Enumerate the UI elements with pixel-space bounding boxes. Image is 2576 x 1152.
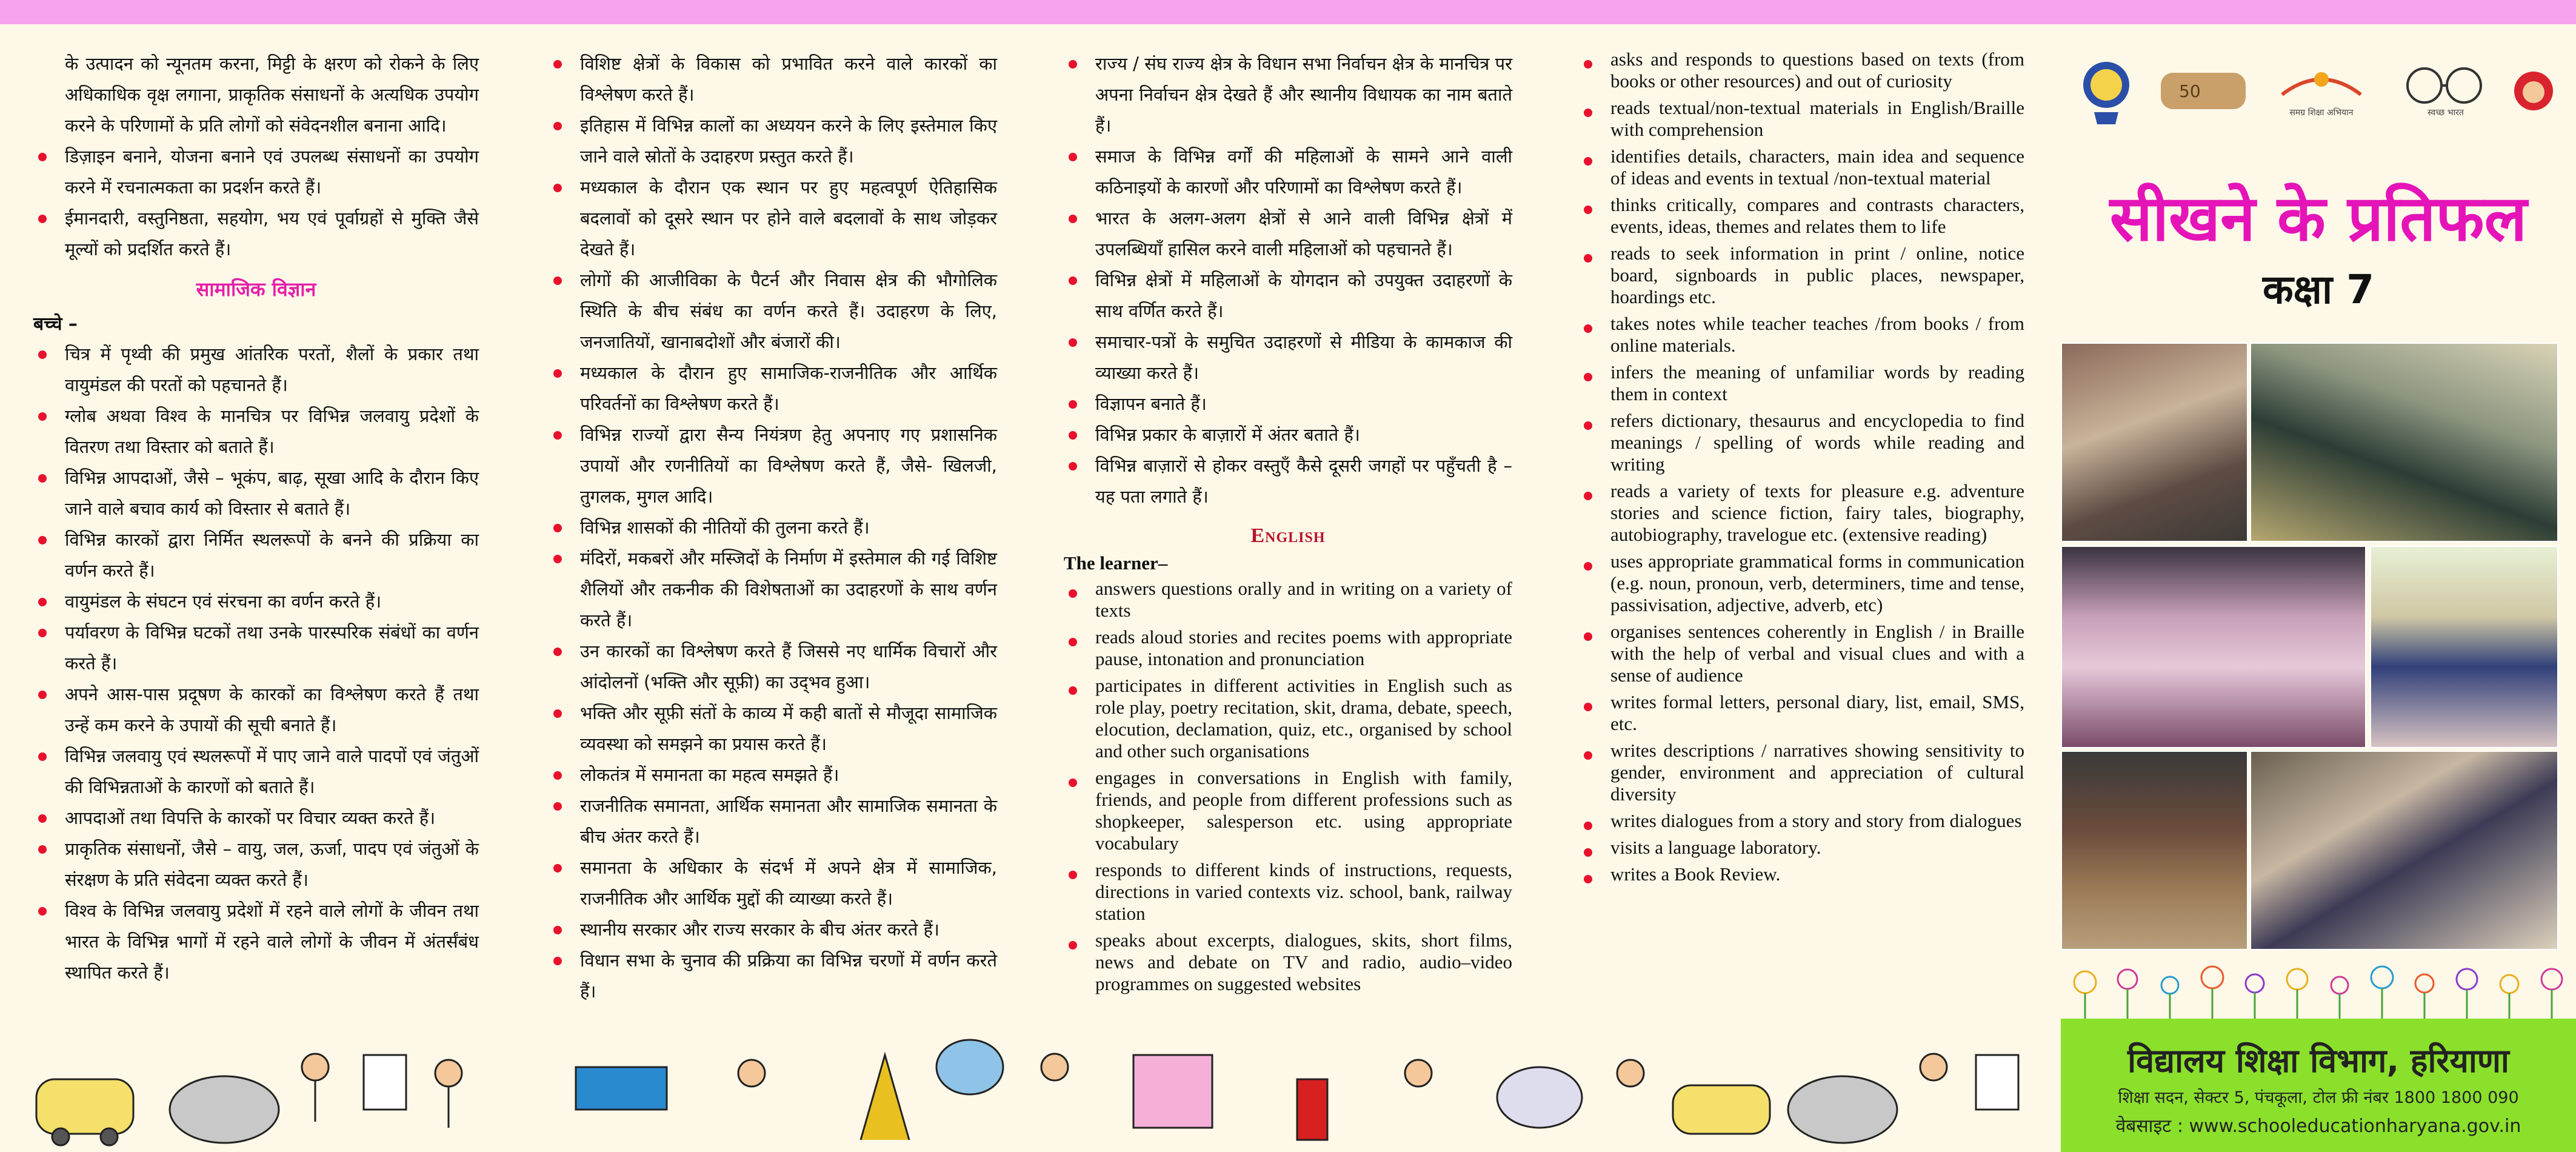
list-item: organises sentences coherently in English / in Braille with the help of verbal and visual clues and with a sense of audience [1579, 621, 2024, 686]
logo-caption: स्वच्छ भारत [2428, 107, 2464, 118]
list-item: विभिन्न प्रकार के बाज़ारों में अंतर बताते हैं। [1064, 420, 1512, 450]
list-item: लोगों की आजीविका के पैटर्न और निवास क्षेत्र की भौगोलिक स्थिति के बीच संबंध का वर्णन करते हैं। उदाहरण के लिए, जनजातियों, खानाबदोशों और बंजारों की। [549, 265, 997, 358]
section-title-social-science: सामाजिक विज्ञान [196, 278, 316, 301]
col1-top-list [33, 49, 479, 265]
footer-website-link[interactable]: वेबसाइट : www.schooleducationharyana.gov.in [2115, 1116, 2521, 1137]
photo-students-activity [2370, 546, 2558, 748]
flower-decoration [2061, 964, 2576, 1019]
list-item: asks and responds to questions based on texts (from books or other resources) and out of curiosity [1579, 49, 2024, 92]
list-item: के उत्पादन को न्यूनतम करना, मिट्टी के क्षरण को रोकने के लिए अधिकाधिक वृक्ष लगाना, प्राकृतिक संसाधनों के अत्यधिक उपयोग करने के परिणामों के प्रति लोगों को संवेदनशील बनाना आदि। [65, 53, 479, 136]
haryana-emblem-logo [2073, 49, 2140, 133]
list-item: speaks about excerpts, dialogues, skits, short films, news and debate on TV and radio, audio–video programmes on suggested websites [1064, 929, 1512, 995]
list-item: चित्र में पृथ्वी की प्रमुख आंतरिक परतों, शैलों के प्रकार तथा वायुमंडल की परतों को पहचानते हैं। [33, 339, 479, 401]
list-item: समानता के अधिकार के संदर्भ में अपने क्षेत्र में सामाजिक, राजनीतिक और आर्थिक मुद्दों की व्याख्या करते हैं। [549, 852, 997, 914]
footer-org-name: विद्यालय शिक्षा विभाग, हरियाणा [2127, 1042, 2509, 1080]
list-item: भारत के अलग-अलग क्षेत्रों से आने वाली विभिन्न क्षेत्रों में उपलब्धियाँ हासिल करने वाली महिलाओं को पहचानते हैं। [1064, 203, 1512, 265]
list-item: स्थानीय सरकार और राज्य सरकार के बीच अंतर करते हैं। [549, 914, 997, 945]
top-pink-bar [0, 0, 2576, 24]
list-item: डिज़ाइन बनाने, योजना बनाने एवं उपलब्ध संसाधनों का उपयोग करने में रचनात्मकता का प्रदर्शन करते हैं। [33, 141, 479, 203]
heritage-logo [2152, 49, 2255, 133]
list-item: विभिन्न जलवायु एवं स्थलरूपों में पाए जाने वाले पादपों एवं जंतुओं की विभिन्नताओं के कारणों को बताते हैं। [33, 741, 479, 803]
list-item: वायुमंडल के संघटन एवं संरचना का वर्णन करते हैं। [33, 586, 479, 617]
list-item: इतिहास में विभिन्न कालों का अध्ययन करने के लिए इस्तेमाल किए जाने वाले स्रोतों के उदाहरण प्रस्तुत करते हैं। [549, 110, 997, 172]
list-item: responds to different kinds of instructions, requests, directions in varied contexts viz. school, bank, railway station [1064, 859, 1512, 925]
lead-text: बच्चे – [33, 313, 78, 335]
list-item: identifies details, characters, main idea and sequence of ideas and events in textual /non-textual material [1579, 146, 2024, 189]
list-item: विभिन्न शासकों की नीतियों की तुलना करते हैं। [549, 512, 997, 543]
section-title-english: English [1250, 524, 1326, 547]
list-item: विभिन्न क्षेत्रों में महिलाओं के योगदान को उपयुक्त उदाहरणों के साथ वर्णित करते हैं। [1064, 265, 1512, 327]
list-item: मंदिरों, मकबरों और मस्जिदों के निर्माण में इस्तेमाल की गई विशिष्ट शैलियों और तकनीक की विशेषताओं का उदाहरणों के साथ वर्णन करते हैं। [549, 543, 997, 636]
photo-students-planting [2061, 751, 2248, 950]
list-item: uses appropriate grammatical forms in communication (e.g. noun, pronoun, verb, determiners, time and tense, passivisation, adjective, adverb, etc) [1579, 551, 2024, 616]
list-item: विधान सभा के चुनाव की प्रक्रिया का विभिन्न चरणों में वर्णन करते हैं। [549, 945, 997, 1007]
list-item: विज्ञापन बनाते हैं। [1064, 389, 1512, 420]
col4-list [1579, 49, 2024, 885]
list-item: engages in conversations in English with family, friends, and people from different professions such as shopkeeper, salesperson etc. using appropriate vocabulary [1064, 767, 1512, 854]
list-item: विश्व के विभिन्न जलवायु प्रदेशों में रहने वाले लोगों के जीवन तथा भारत के विभिन्न भागों में रहने वाले लोगों के जीवन में अंतर्संबंध स्थापित करते हैं। [33, 896, 479, 988]
english-lead: The learner– [1064, 552, 1168, 574]
children-illustration-strip [24, 1031, 2055, 1149]
footer-address: शिक्षा सदन, सेक्टर 5, पंचकूला, टोल फ्री नंबर 1800 1800 090 [2118, 1088, 2519, 1107]
swachh-bharat-logo [2391, 49, 2500, 133]
list-item: visits a language laboratory. [1579, 837, 2024, 859]
list-item: ग्लोब अथवा विश्व के मानचित्र पर विभिन्न जलवायु प्रदेशों के वितरण तथा विस्तार को बताते हैं। [33, 401, 479, 463]
list-item: writes formal letters, personal diary, list, email, SMS, etc. [1579, 691, 2024, 735]
footer-contact-box [2061, 1019, 2576, 1152]
list-item: राजनीतिक समानता, आर्थिक समानता और सामाजिक समानता के बीच अंतर करते हैं। [549, 791, 997, 852]
col3-list [1064, 49, 1512, 512]
list-item: मध्यकाल के दौरान हुए सामाजिक-राजनीतिक और आर्थिक परिवर्तनों का विश्लेषण करते हैं। [549, 358, 997, 420]
list-item: reads aloud stories and recites poems with appropriate pause, intonation and pronunciation [1064, 626, 1512, 670]
list-item: उन कारकों का विश्लेषण करते हैं जिससे नए धार्मिक विचारों और आंदोलनों (भक्ति और सूफ़ी) का उद्‌भव हुआ। [549, 636, 997, 698]
page-title: सीखने के प्रतिफल [2109, 181, 2528, 255]
list-item: ईमानदारी, वस्तुनिष्ठता, सहयोग, भय एवं पूर्वाग्रहों से मुक्ति जैसे मूल्यों को प्रदर्शित करते हैं। [33, 203, 479, 265]
english-list [1064, 578, 1512, 995]
column-2 [549, 49, 997, 1007]
list-item: विभिन्न आपदाओं, जैसे – भूकंप, बाढ़, सूखा आदि के दौरान किए जाने वाले बचाव कार्य को विस्तार से बताते हैं। [33, 463, 479, 524]
list-item: पर्यावरण के विभिन्न घटकों तथा उनके पारस्परिक संबंधों का वर्णन करते हैं। [33, 617, 479, 679]
list-item: writes a Book Review. [1579, 863, 2024, 885]
photo-students-classroom [2250, 343, 2558, 542]
list-item: लोकतंत्र में समानता का महत्व समझते हैं। [549, 760, 997, 791]
list-item: समाज के विभिन्न वर्गों की महिलाओं के सामने आने वाली कठिनाइयों के कारणों और परिणामों का विश्लेषण करते हैं। [1064, 141, 1512, 203]
list-item: reads to seek information in print / online, notice board, signboards in public places, newspaper, hoardings etc. [1579, 243, 2024, 308]
photo-students-lab [2061, 343, 2248, 542]
logo-caption: समग्र शिक्षा अभियान [2289, 107, 2354, 118]
list-item: प्राकृतिक संसाधनों, जैसे – वायु, जल, ऊर्जा, पादप एवं जंतुओं के संरक्षण के प्रति संवेदना व्यक्त करते हैं। [33, 834, 479, 896]
list-item: reads textual/non-textual materials in English/Braille with comprehension [1579, 97, 2024, 141]
class-subtitle: कक्षा 7 [2262, 266, 2374, 313]
list-item: refers dictionary, thesaurus and encyclopedia to find meanings / spelling of words while reading and writing [1579, 410, 2024, 475]
logo-row [2061, 42, 2558, 139]
list-item: अपने आस-पास प्रदूषण के कारकों का विश्लेषण करते हैं तथा उन्हें कम करने के उपायों की सूची बनाते हैं। [33, 679, 479, 741]
column-3 [1064, 49, 1512, 1000]
list-item: answers questions orally and in writing on a variety of texts [1064, 578, 1512, 621]
list-item: reads a variety of texts for pleasure e.g. adventure stories and science fiction, fairy tales, biography, autobiography, travelogue etc. (extensive reading) [1579, 480, 2024, 546]
column-4 [1579, 49, 2024, 890]
list-item: भक्ति और सूफ़ी संतों के काव्य में कही बातों से मौजूदा सामाजिक व्यवस्था को समझने का प्रयास करते हैं। [549, 698, 997, 760]
photo-students-group [2250, 751, 2558, 950]
list-item: विशिष्ट क्षेत्रों के विकास को प्रभावित करने वाले कारकों का विश्लेषण करते हैं। [549, 49, 997, 110]
list-item: takes notes while teacher teaches /from books / from online materials. [1579, 313, 2024, 357]
list-item: writes dialogues from a story and story from dialogues [1579, 810, 2024, 832]
photo-students-drawing [2061, 546, 2366, 748]
list-item: राज्य / संघ राज्य क्षेत्र के विधान सभा निर्वाचन क्षेत्र के मानचित्र पर अपना निर्वाचन क्षेत्र देखते हैं और स्थानीय विधायक का नाम बताते हैं। [1064, 49, 1512, 141]
list-item: writes descriptions / narratives showing sensitivity to gender, environment and appreciation of cultural diversity [1579, 740, 2024, 805]
list-item: infers the meaning of unfamiliar words by reading them in context [1579, 361, 2024, 405]
list-item: thinks critically, compares and contrasts characters, events, ideas, themes and relates them to life [1579, 194, 2024, 238]
list-item: विभिन्न बाज़ारों से होकर वस्तुएँ कैसे दूसरी जगहों पर पहुँचती है – यह पता लगाते हैं। [1064, 450, 1512, 512]
column-1 [33, 49, 479, 988]
list-item: मध्यकाल के दौरान एक स्थान पर हुए महत्वपूर्ण ऐतिहासिक बदलावों को दूसरे स्थान पर होने वाले बदलावों के साथ जोड़कर देखते हैं। [549, 172, 997, 265]
girl-mascot-logo [2509, 49, 2558, 133]
col2-list [549, 49, 997, 1007]
list-item: विभिन्न कारकों द्वारा निर्मित स्थलरूपों के बनने की प्रक्रिया का वर्णन करते हैं। [33, 524, 479, 586]
list-item: समाचार-पत्रों के समुचित उदाहरणों से मीडिया के कामकाज की व्याख्या करते हैं। [1064, 327, 1512, 389]
svg-text:50: 50 [2179, 81, 2201, 101]
col1-list [33, 339, 479, 988]
list-item: participates in different activities in English such as role play, poetry recitation, skit, drama, debate, speech, elocution, declamation, quiz, etc., organised by school and other such organisations [1064, 675, 1512, 762]
list-item: विभिन्न राज्यों द्वारा सैन्य नियंत्रण हेतु अपनाए गए प्रशासनिक उपायों और रणनीतियों का विश्लेषण करते हैं, जैसे- खिलजी, तुगलक, मुगल आदि। [549, 420, 997, 512]
list-item: आपदाओं तथा विपत्ति के कारकों पर विचार व्यक्त करते हैं। [33, 803, 479, 834]
samagra-shiksha-logo [2267, 49, 2376, 133]
